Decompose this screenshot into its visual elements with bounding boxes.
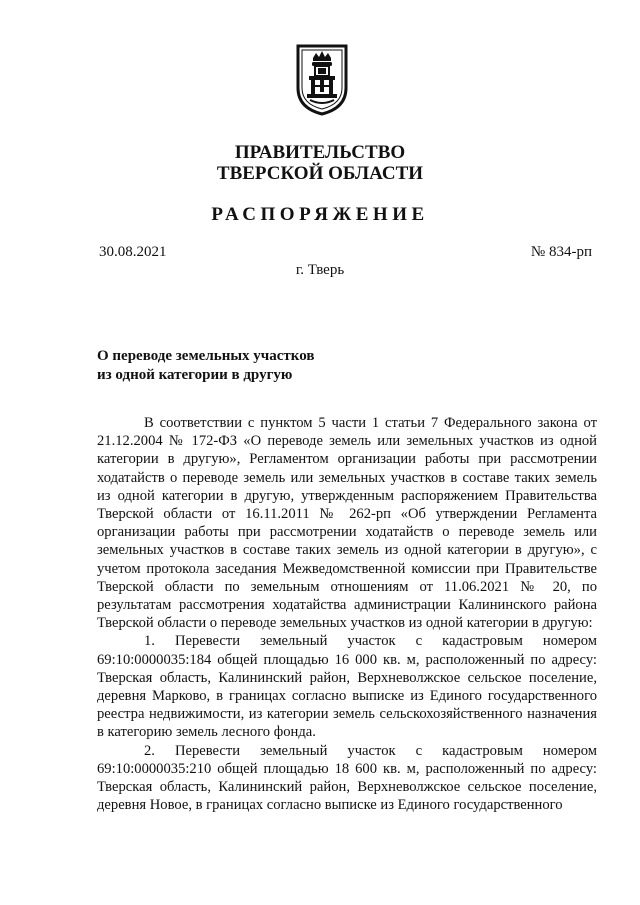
body-paragraph-preamble: В соответствии с пунктом 5 части 1 статьи 7 Федерального закона от 21.12.2004 № 172-ФЗ «О переводе земель или земельных участков из одной категории в другую», Регламентом организации работы при рассмотрении ходатайств о переводе земель или земельных участков в составе таких земель из одной категории в другую, утвержденным распоряжением Правительства Тверской области от 16.11.2011 № 262-рп «Об утверждении Регламента организации работы при рассмотрении ходатайств о переводе земель или земельных участков в составе таких земель из одной категории в другую», с учетом протокола заседания Межведомственной комиссии при Правительстве Тверской области по земельным отношениям от 11.06.2021 № 20, по результатам рассмотрения ходатайства администрации Калининского района Тверской области о переводе земельных участков из одной категории в другую:	[97, 415, 597, 632]
document-type: РАСПОРЯЖЕНИЕ	[211, 204, 429, 225]
document-city: г. Тверь	[295, 262, 345, 278]
document-body	[97, 414, 597, 814]
org-name-line1: ПРАВИТЕЛЬСТВО	[234, 142, 406, 163]
org-name-line2: ТВЕРСКОЙ ОБЛАСТИ	[216, 163, 424, 184]
document-subject	[97, 347, 314, 385]
subject-line2: из одной категории в другую	[97, 367, 293, 383]
body-paragraph-item-1: 1. Перевести земельный участок с кадастровым номером 69:10:0000035:184 общей площадью 16 000 кв. м, расположенный по адресу: Тверская область, Калининский район, Верхневолжское сельское поселение, деревня Марково, в границах согласно выписке из Единого государственного реестра недвижимости, из категории земель сельскохозяйственного назначения в категорию земель лесного фонда.	[97, 633, 597, 741]
subject-line1: О переводе земельных участков	[97, 348, 315, 364]
tver-coat-of-arms-icon	[296, 44, 348, 116]
document-date: 30.08.2021	[99, 244, 167, 260]
document-number: № 834-рп	[530, 244, 592, 260]
body-paragraph-item-2: 2. Перевести земельный участок с кадастровым номером 69:10:0000035:210 общей площадью 18 600 кв. м, расположенный по адресу: Тверская область, Калининский район, Верхневолжское сельское поселение, деревня Новое, в границах согласно выписке из Единого государственного	[97, 742, 597, 814]
